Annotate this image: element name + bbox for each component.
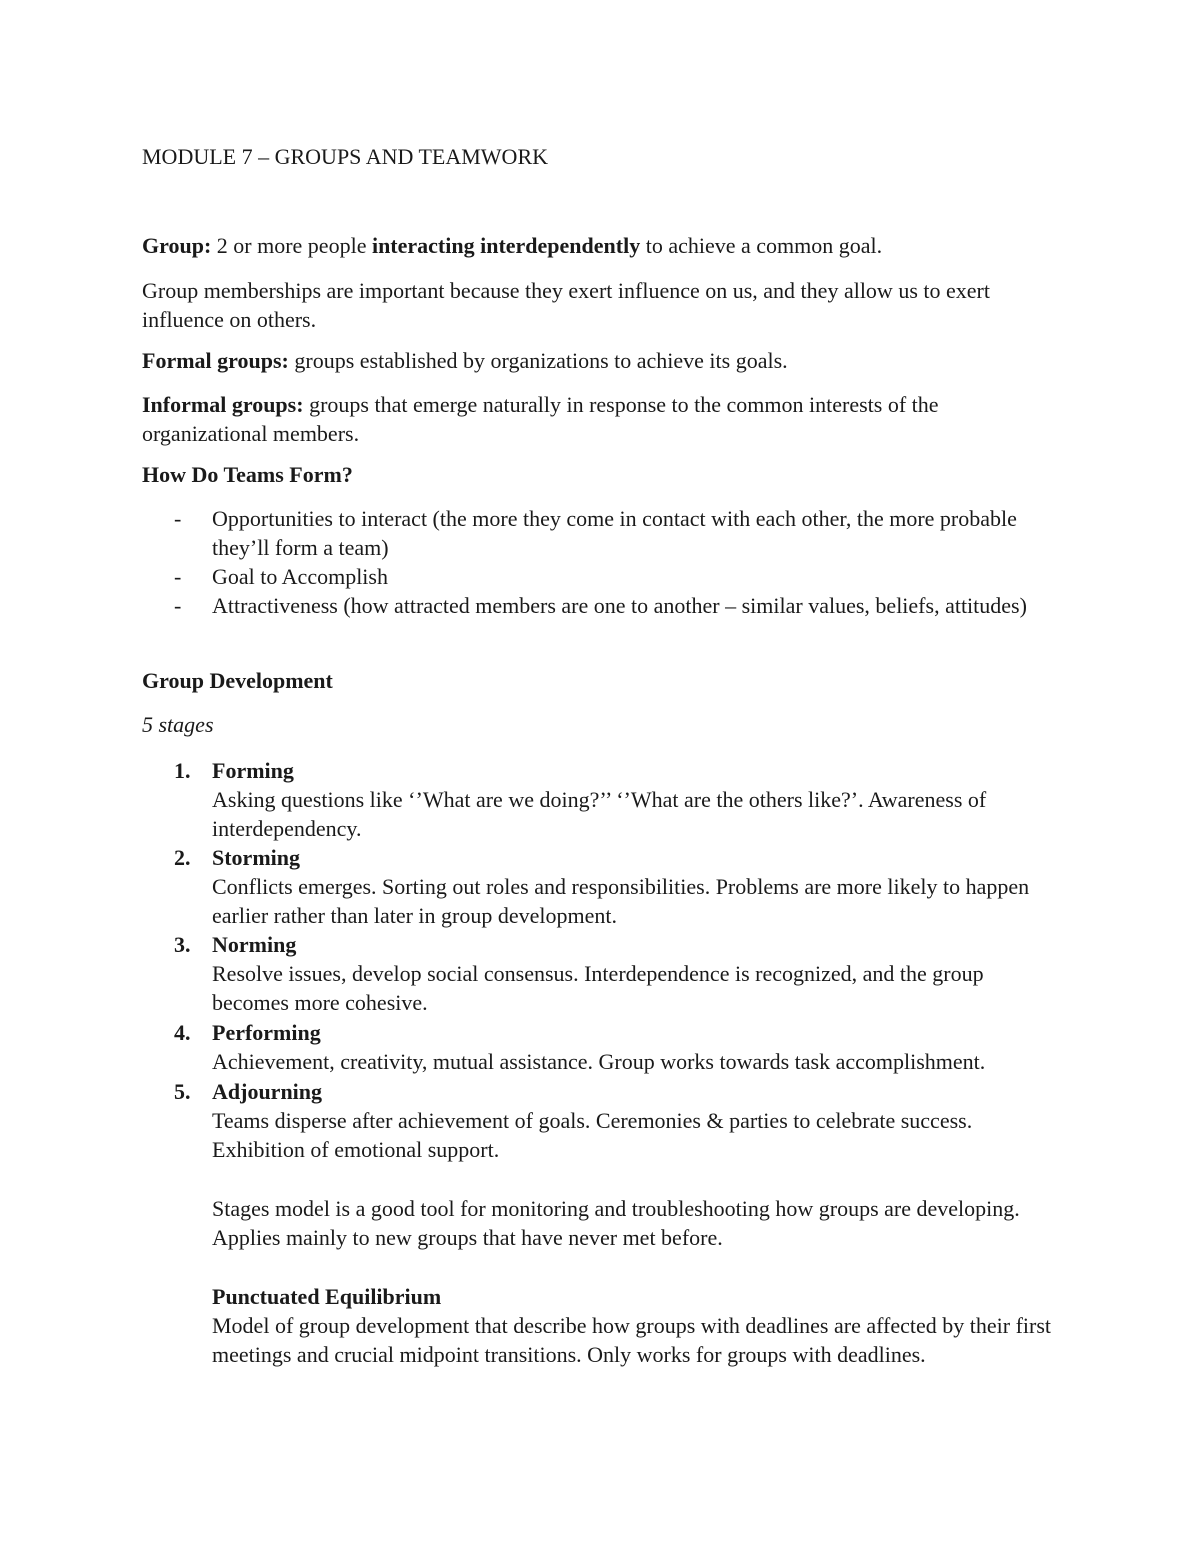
stage-description: Achievement, creativity, mutual assistance. Group works towards task accomplishment. (212, 1049, 986, 1074)
group-term: Group: (142, 233, 212, 258)
stages-note: Stages model is a good tool for monitoring and troubleshooting how groups are developing. Applies mainly to new groups that have never met before. (212, 1196, 1020, 1250)
informal-term: Informal groups: (142, 392, 304, 417)
formal-groups-definition (142, 346, 1062, 375)
stage-description: Conflicts emerges. Sorting out roles and responsibilities. Problems are more likely to happen earlier rather than later in group development. (212, 874, 1030, 928)
stage-number: 4. (174, 1020, 191, 1045)
stage-number: 3. (174, 932, 191, 957)
group-def-bold: interacting interdependently (371, 233, 641, 258)
stage-description: Asking questions like ‘’What are we doing?’’ ‘’What are the others like?’. Awareness of interdependency. (212, 787, 987, 841)
punctuated-equilibrium-heading: Punctuated Equilibrium (212, 1284, 442, 1309)
list-item: Opportunities to interact (the more they come in contact with each other, the more probable they’ll form a team) (212, 506, 1017, 560)
teams-heading: How Do Teams Form? (142, 462, 353, 487)
punctuated-equilibrium-text: Model of group development that describe how groups with deadlines are affected by their first meetings and crucial midpoint transitions. Only works for groups with deadlines. (212, 1313, 1052, 1367)
stage-number: 1. (174, 758, 191, 783)
stages-subtitle: 5 stages (142, 712, 214, 737)
stage-number: 5. (174, 1079, 191, 1104)
formal-term: Formal groups: (142, 348, 289, 373)
list-bullet: - (174, 593, 182, 618)
list-item: Goal to Accomplish (212, 564, 388, 589)
list-bullet: - (174, 564, 182, 589)
list-item: Attractiveness (how attracted members are one to another – similar values, beliefs, attitudes) (212, 593, 1027, 618)
stage-name: Storming (212, 845, 300, 870)
group-def-pre: 2 or more people (211, 233, 372, 258)
memberships-paragraph: Group memberships are important because they exert influence on us, and they allow us to exert influence on others. (142, 278, 990, 332)
stage-name: Norming (212, 932, 297, 957)
page-title: MODULE 7 – GROUPS AND TEAMWORK (142, 144, 549, 169)
stage-name: Performing (212, 1020, 321, 1045)
informal-text: groups that emerge naturally in response to the common interests of the organizational members. (142, 392, 939, 446)
formal-text: groups established by organizations to achieve its goals. (288, 348, 788, 373)
stage-description: Teams disperse after achievement of goals. Ceremonies & parties to celebrate success. Exhibition of emotional support. (212, 1108, 973, 1162)
stage-description: Resolve issues, develop social consensus. Interdependence is recognized, and the group becomes more cohesive. (212, 961, 984, 1015)
group-definition (142, 231, 1062, 260)
stage-name: Adjourning (212, 1079, 323, 1104)
informal-groups-definition (142, 390, 1062, 448)
group-def-post: to achieve a common goal. (640, 233, 883, 258)
group-development-heading: Group Development (142, 668, 333, 693)
stage-number: 2. (174, 845, 191, 870)
stage-name: Forming (212, 758, 294, 783)
list-bullet: - (174, 506, 182, 531)
